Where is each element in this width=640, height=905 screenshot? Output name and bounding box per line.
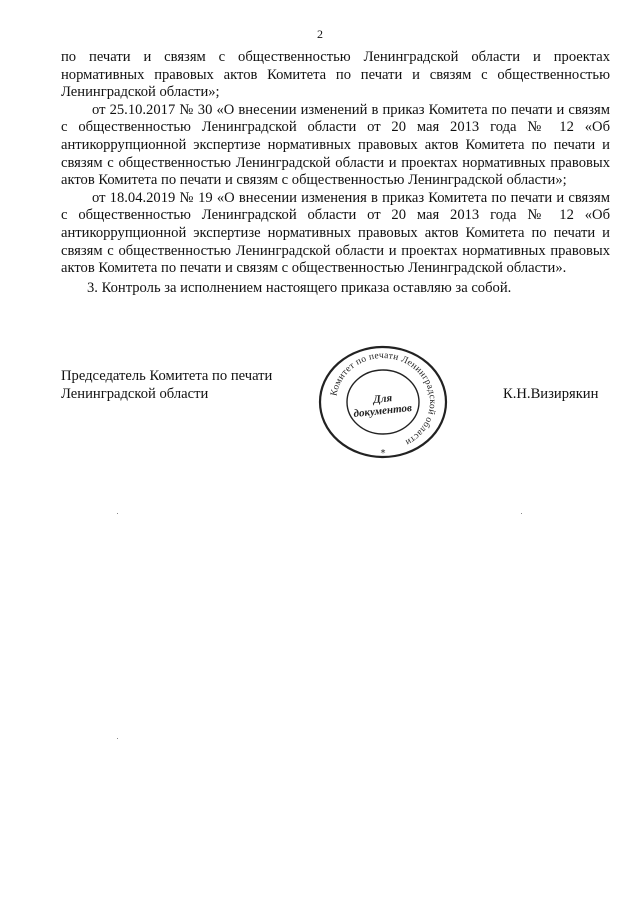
scan-speck bbox=[117, 513, 118, 514]
page-number: 2 bbox=[317, 27, 323, 41]
seal-star-icon: * bbox=[380, 448, 386, 459]
seal-center-line-1: Для bbox=[372, 392, 393, 406]
order-body bbox=[61, 49, 610, 297]
seal-ring-text: Комитет по печати Ленинградской области bbox=[329, 350, 438, 448]
paragraph-order-2017: от 25.10.2017 № 30 «О внесении изменений в приказ Комитета по печати и связям с общественностью Ленинградской области от 20 мая 2013 года № 12 «Об антикоррупционной экспертизе нормативных правовых актов Комитета по печати и связям с общественностью Ленинградской области и проектах нормативных правовых актов Комитета по печати и связям с общественностью Ленинградской области»; bbox=[61, 101, 610, 189]
paragraph-continuation: по печати и связям с общественностью Ленинградской области и проектах нормативных правовых актов Комитета по печати и связям с общественностью Ленинградской области»; bbox=[61, 49, 610, 101]
signatory-title-line-2: Ленинградской области bbox=[61, 386, 209, 402]
scan-speck bbox=[117, 738, 118, 739]
signatory-title-line-1: Председатель Комитета по печати bbox=[61, 368, 273, 384]
paragraph-order-2019: от 18.04.2019 № 19 «О внесении изменения в приказ Комитета по печати и связям с общественностью Ленинградской области от 20 мая 2013 года № 12 «Об антикоррупционной экспертизе нормативных правовых актов Комитета по печати и связям с общественностью Ленинградской области и проектах нормативных правовых актов Комитета по печати и связям с общественностью Ленинградской области». bbox=[61, 189, 610, 277]
scan-speck bbox=[521, 513, 522, 514]
seal-center-line-2: документов bbox=[352, 401, 413, 421]
paragraph-control-clause: 3. Контроль за исполнением настоящего приказа оставляю за собой. bbox=[87, 279, 512, 296]
signatory-title bbox=[61, 367, 301, 403]
official-seal-stamp bbox=[317, 344, 449, 460]
signatory-name: К.Н.Визирякин bbox=[503, 386, 599, 402]
